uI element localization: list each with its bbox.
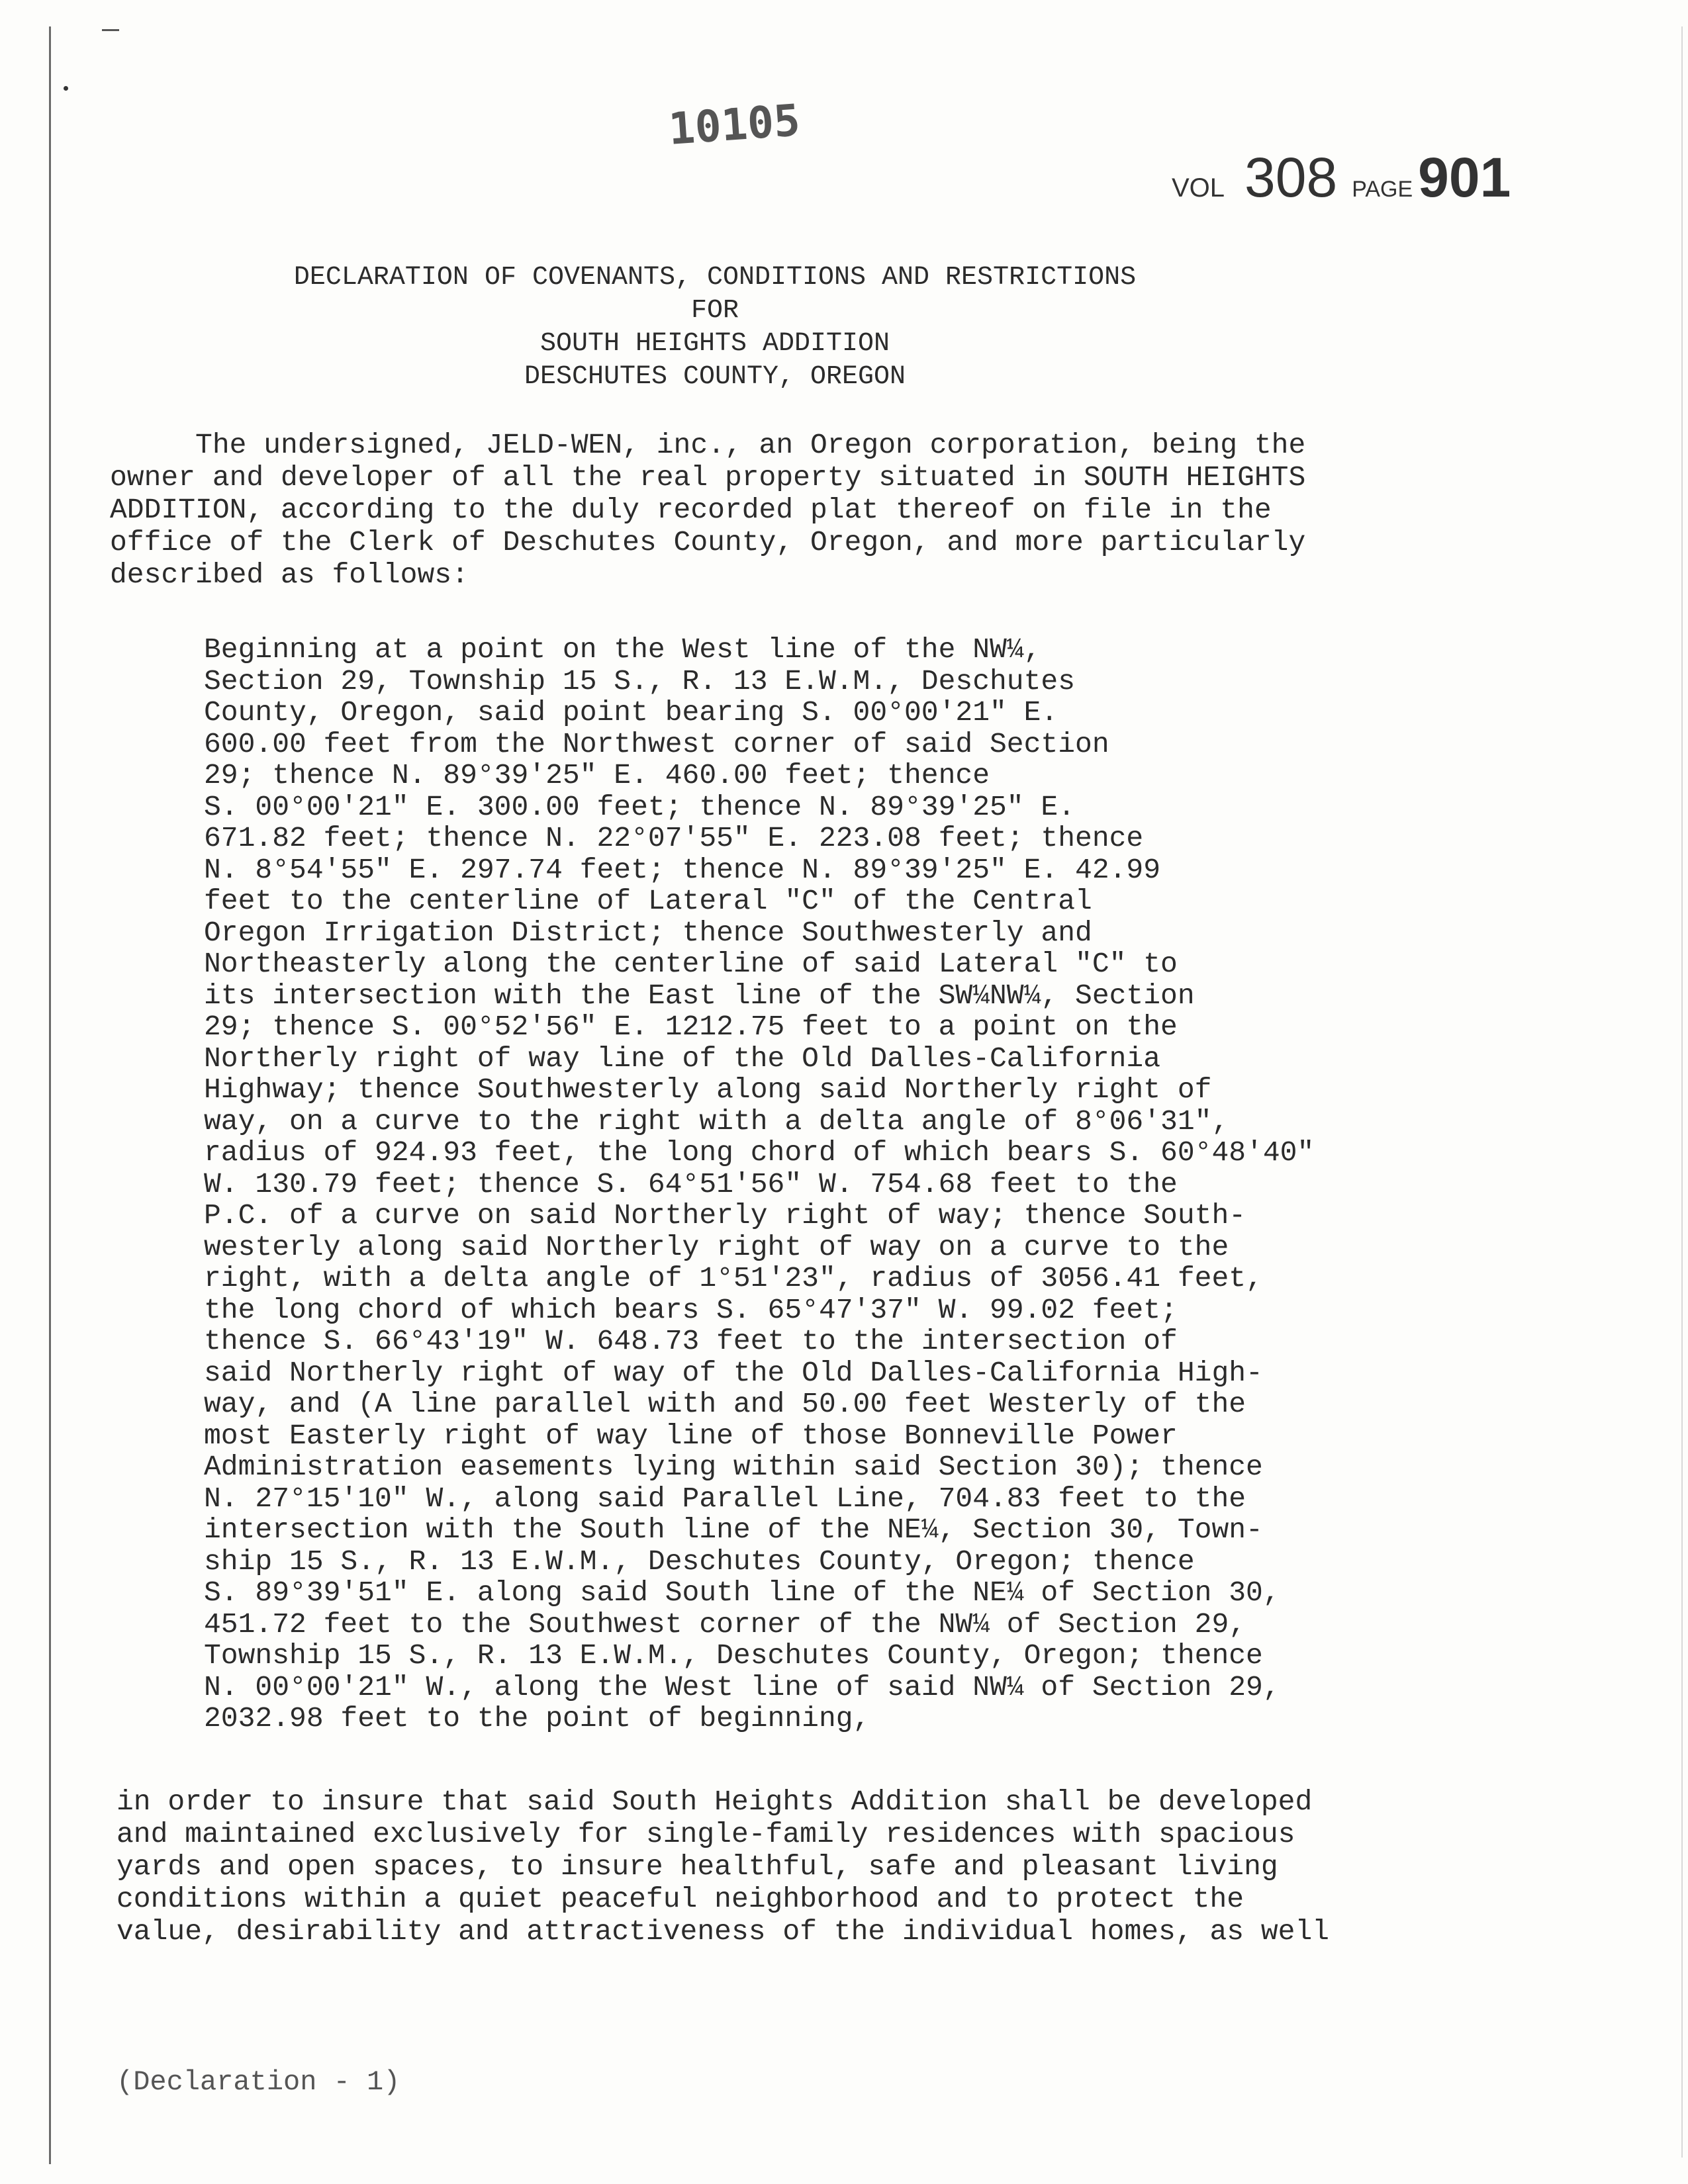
legal-description: Beginning at a point on the West line of the NW¼, Section 29, Township 15 S., R. 13 E.W.M., Deschutes County, Oregon, said point bearing S. 00°00'21" E. 600.00 feet from the Northwest corner of said Section 29; thence N. 89°39'25" E. 460.00 feet; thence S. 00°00'21" E. 300.00 feet; thence N. 89°39'25" E. 671.82 feet; thence N. 22°07'55" E. 223.08 feet; thence N. 8°54'55" E. 297.74 feet; thence N. 89°39'25" E. 42.99 feet to the centerline of Lateral "C" of the Central Oregon Irrigation District; thence Southwesterly and Northeasterly along the centerline of said Lateral "C" to its intersection with the East line of the SW¼NW¼, Section 29; thence S. 00°52'56" E. 1212.75 feet to a point on the Northerly right of way line of the Old Dalles-California Highway; thence Southwesterly along said Northerly right of way, on a curve to the right with a delta angle of 8°06'31", radius of 924.93 feet, the long chord of which bears S. 60°48'40" W. 130.79 feet; thence S. 64°51'56" W. 754.68 feet to the P.C. of a curve on said Northerly right of way; thence South- westerly along said Northerly right of way on a curve to the right, with a delta angle of 1°51'23", radius of 3056.41 feet, the long chord of which bears S. 65°47'37" W. 99.02 feet; thence S. 66°43'19" W. 648.73 feet to the intersection of said Northerly right of way of the Old Dalles-California High- way, and (A line parallel with and 50.00 feet Westerly of the most Easterly right of way line of those Bonneville Power Administration easements lying within said Section 30); thence N. 27°15'10" W., along said Parallel Line, 704.83 feet to the intersection with the South line of the NE¼, Section 30, Town- ship 15 S., R. 13 E.W.M., Deschutes County, Oregon; thence S. 89°39'51" E. along said South line of the NE¼ of Section 30, 451.72 feet to the Southwest corner of the NW¼ of Section 29, Township 15 S., R. 13 E.W.M., Deschutes County, Oregon; thence N. 00°00'21" W., along the West line of said NW¼ of Section 29, 2032.98 feet to the point of beginning, bbox=[204, 633, 1315, 1735]
volume-page-stamp bbox=[1172, 146, 1511, 212]
page-label: PAGE bbox=[1352, 177, 1413, 202]
title-line-3: SOUTH HEIGHTS ADDITION bbox=[539, 329, 890, 359]
left-margin-line bbox=[49, 26, 51, 2164]
intro-paragraph: The undersigned, JELD-WEN, inc., an Oregon corporation, being the owner and developer of all the real property situated in SOUTH HEIGHTS ADDITION, according to the duly recorded plat thereof on file in the office of the Clerk of Deschutes County, Oregon, and more particularly described as follows: bbox=[110, 429, 1306, 591]
corner-mark bbox=[102, 29, 119, 31]
right-page-edge bbox=[1681, 26, 1683, 2158]
volume-number: 308 bbox=[1244, 146, 1338, 208]
title-line-2: FOR bbox=[690, 296, 739, 326]
title-line-4: DESCHUTES COUNTY, OREGON bbox=[524, 362, 906, 392]
document-title bbox=[199, 261, 1231, 394]
page-number: 901 bbox=[1418, 146, 1511, 208]
closing-paragraph: in order to insure that said South Heights Addition shall be developed and maintained exclusively for single-family residences with spacious yards and open spaces, to insure healthful, safe and pleasant living conditions within a quiet peaceful neighborhood and to protect the value, desirability and attractiveness of the individual homes, as well bbox=[117, 1786, 1330, 1948]
stamp-number: 10105 bbox=[667, 95, 802, 155]
volume-label: VOL bbox=[1172, 173, 1225, 203]
title-line-1: DECLARATION OF COVENANTS, CONDITIONS AND RESTRICTIONS bbox=[293, 263, 1137, 293]
page-footer: (Declaration - 1) bbox=[117, 2066, 400, 2098]
punch-dot bbox=[64, 86, 68, 91]
